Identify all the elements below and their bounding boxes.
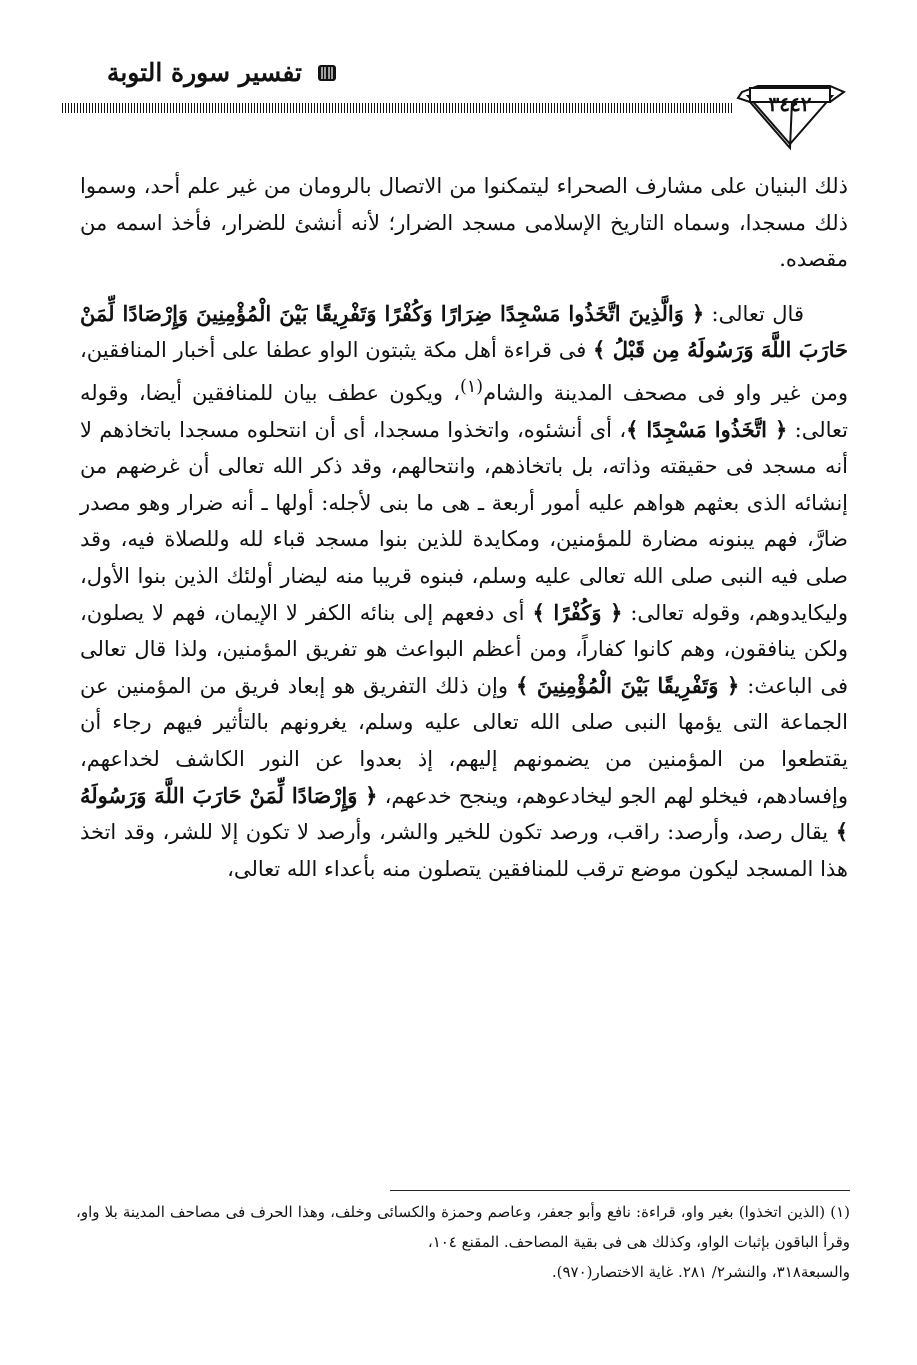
text-run: ، أى أنشئوه، واتخذوا مسجدا، أى أن انتحلوه مسجدا باتخاذهم لا أنه مسجد فى حقيقته وذاته، بل باتخاذهم، وانتحالهم، وقد ذكر الله تعالى أن غرضهم من إنشائه الذى بعثهم هواهم عليه أمور أربعة ـ هى ما بنى لأجله: أولها ـ أنه ضرار وهو مصدر ضارَّ، فهم يبنونه مضارة للمؤمنين، ومكايدة للذين بنوا مسجد قباء لله وللصلاة فيه، وقد صلى فيه النبى صلى الله تعالى عليه وسلم، فبنوه قريبا منه ليضار أولئك الذين بنوا الأول، وليكايدوهم، وقوله تعالى: (80, 417, 848, 625)
text-run: فى قراءة أهل مكة يثبتون الواو عطفا على أخبار المنافقين، ومن غير واو فى مصحف المدينة والشام (80, 338, 848, 405)
quran-quote: ﴿ وَتَفْرِيقًا بَيْنَ الْمُؤْمِنِينَ ﴾ (515, 672, 740, 698)
footnote-reference: (١) (460, 376, 484, 397)
header-dotted-rule (62, 103, 734, 113)
text-run: يقال رصد، وأرصد: راقب، ورصد تكون للخير والشر، وأرصد لا تكون إلا للشر، وقد اتخذ هذا المسجد ليكون موضع ترقب للمنافقين يتصلون منه بأعداء الله تعالى، (80, 820, 848, 881)
paragraph-intro: ذلك البنيان على مشارف الصحراء ليتمكنوا من الاتصال بالرومان من غير علم أحد، وسموا ذلك مسجدا، وسماه التاريخ الإسلامى مسجد الضرار؛ لأنه أنشئ للضرار، فأخذ اسمه من مقصده. (80, 174, 848, 272)
quran-quote: ﴿ وَكُفْرًا ﴾ (532, 599, 623, 625)
text-run: وإن ذلك التفريق هو إبعاد فريق من المؤمنين عن الجماعة التى يؤمها النبى صلى الله تعالى عليه وسلم، يغرونهم بالتأثير فيهم رجاء أن يقتطعوا من المؤمنين من يضمونهم إليهم، إذ بعدوا عن النور الكاشف لخداعهم، وإفسادهم، فيخلو لهم الجو ليخادعوهم، وينجح خدعهم، (80, 673, 848, 808)
text-run: ، ويكون عطف بيان للمنافقين أيضا، وقوله تعالى: (80, 380, 849, 442)
footnote (76, 1197, 850, 1287)
footnote-text-continued: والسبعة٣١٨، والنشر٢/ ٢٨١. غاية الاختصار(٩٧٠). (551, 1263, 850, 1281)
text-run: قال تعالى: (704, 301, 804, 326)
quran-quote: ﴿ اتَّخَذُوا مَسْجِدًا ﴾ (626, 416, 788, 442)
quran-quote: ﴿ وَإِرْصَادًا لِّمَنْ حَارَبَ اللَّهَ وَرَسُولَهُ ﴾ (80, 782, 848, 845)
footnote-separator (390, 1190, 850, 1191)
paragraph-commentary (80, 296, 848, 888)
running-header-title: تفسير سورة التوبة (106, 58, 302, 87)
page-number: ٣٤٤٢ (768, 92, 812, 116)
book-ornament-icon (316, 63, 338, 83)
main-text (80, 168, 848, 887)
footnote-text: (١) (الذين اتخذوا) بغير واو، قراءة: نافع وأبو جعفر، وعاصم وحمزة والكسائى وخلف، وهذا الحرف فى مصاحف المدينة بلا واو، وقرأ الباقون بإثبات الواو، وكذلك هى فى بقية المصاحف. المقنع ١٠٤، (76, 1203, 850, 1251)
quran-quote: ﴿ وَالَّذِينَ اتَّخَذُوا مَسْجِدًا ضِرَارًا وَكُفْرًا وَتَفْرِيقًا بَيْنَ الْمُؤْمِنِينَ وَإِرْصَادًا لِّمَنْ حَارَبَ اللَّهَ وَرَسُولَهُ مِن قَبْلُ ﴾ (80, 300, 849, 363)
text-run: أى دفعهم إلى بنائه الكفر لا الإيمان، فهم لا يصلون، ولكن ينافقون، وهم كانوا كفاراً، ومن أعظم البواعث هو تفريق المؤمنين، ولذا قال تعالى فى الباعث: (80, 600, 848, 698)
